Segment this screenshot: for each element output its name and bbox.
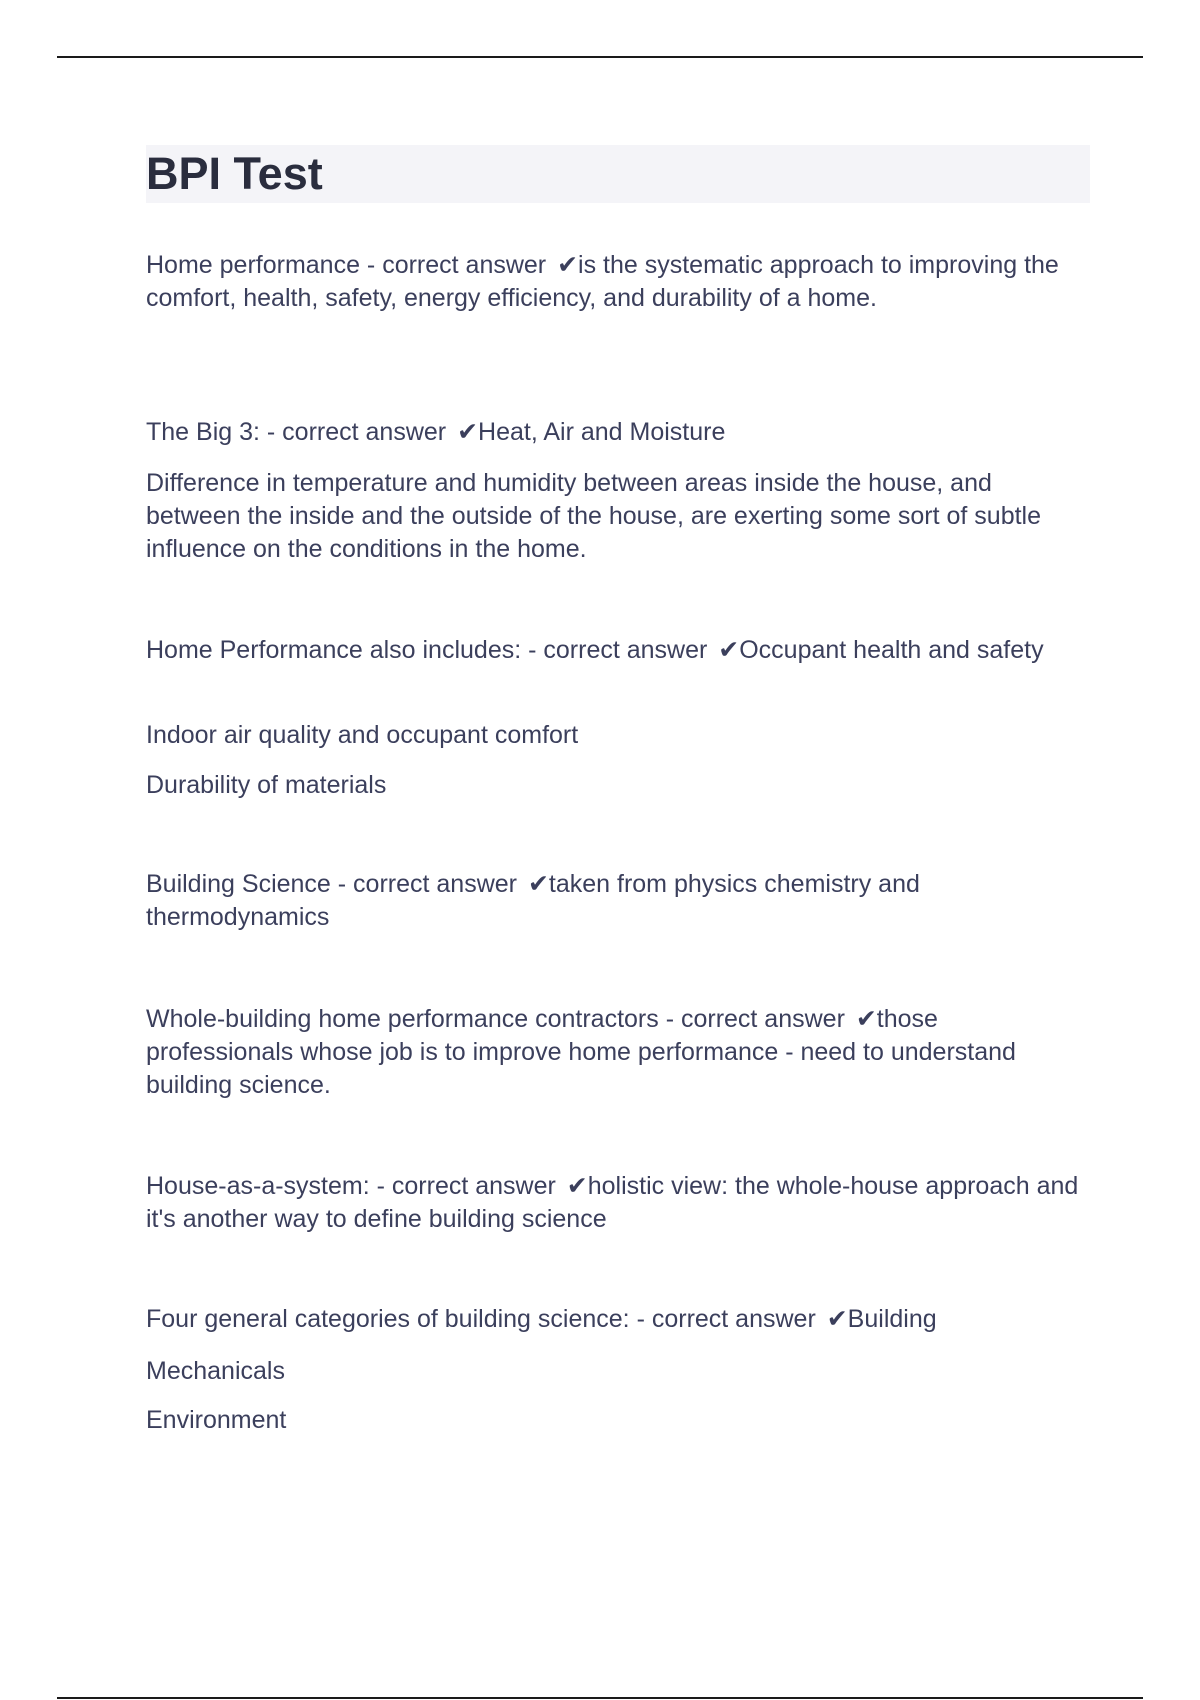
qa-extra-line: Mechanicals: [146, 1357, 285, 1385]
qa-term: Building Science - correct answer: [146, 870, 517, 898]
qa-entry: [146, 1303, 1090, 1336]
qa-text: [146, 1303, 1090, 1336]
qa-answer: ✔is the systematic approach to improving the comfort, health, safety, energy efficiency, and durability of a home.: [146, 251, 1059, 312]
document-title: BPI Test: [146, 148, 323, 199]
top-rule: [57, 56, 1143, 58]
qa-extra-line: Indoor air quality and occupant comfort: [146, 721, 579, 749]
qa-entry: [146, 1170, 1090, 1236]
document-page: [146, 145, 1090, 1434]
qa-extra-line: Difference in temperature and humidity between areas inside the house, and between the inside and the outside of the house, are exerting some sort of subtle influence on the conditions in the home.: [146, 469, 1042, 563]
bottom-rule: [57, 1697, 1143, 1699]
qa-term: House-as-a-system: - correct answer: [146, 1172, 556, 1200]
qa-text: [146, 634, 1090, 667]
qa-text: [146, 1170, 1090, 1236]
qa-answer: ✔Occupant health and safety: [718, 636, 1044, 664]
qa-answer: ✔Heat, Air and Moisture: [457, 418, 726, 446]
qa-entry: [146, 249, 1090, 315]
qa-term: Home performance - correct answer: [146, 251, 547, 279]
qa-text: [146, 868, 1090, 934]
qa-entry: [146, 1003, 1090, 1102]
qa-entry: [146, 634, 1090, 667]
qa-extra-line: Environment: [146, 1406, 287, 1434]
qa-text: [146, 416, 1090, 449]
qa-text: [146, 1003, 1090, 1102]
qa-answer: ✔taken from physics chemistry and thermodynamics: [146, 870, 920, 931]
qa-text: [146, 249, 1090, 315]
qa-answer: ✔holistic view: the whole-house approach and it's another way to define building science: [146, 1172, 1079, 1233]
qa-entry: [146, 416, 1090, 449]
title-band: [146, 145, 1090, 203]
qa-term: Home Performance also includes: - correct answer: [146, 636, 708, 664]
qa-term: Whole-building home performance contractors - correct answer: [146, 1005, 845, 1033]
qa-extra-line: Durability of materials: [146, 771, 387, 799]
qa-term: Four general categories of building science: - correct answer: [146, 1305, 816, 1333]
qa-term: The Big 3: - correct answer: [146, 418, 447, 446]
qa-entry: [146, 868, 1090, 934]
qa-answer: ✔Building: [826, 1305, 937, 1333]
qa-answer: ✔those professionals whose job is to improve home performance - need to understand building science.: [146, 1005, 1016, 1099]
